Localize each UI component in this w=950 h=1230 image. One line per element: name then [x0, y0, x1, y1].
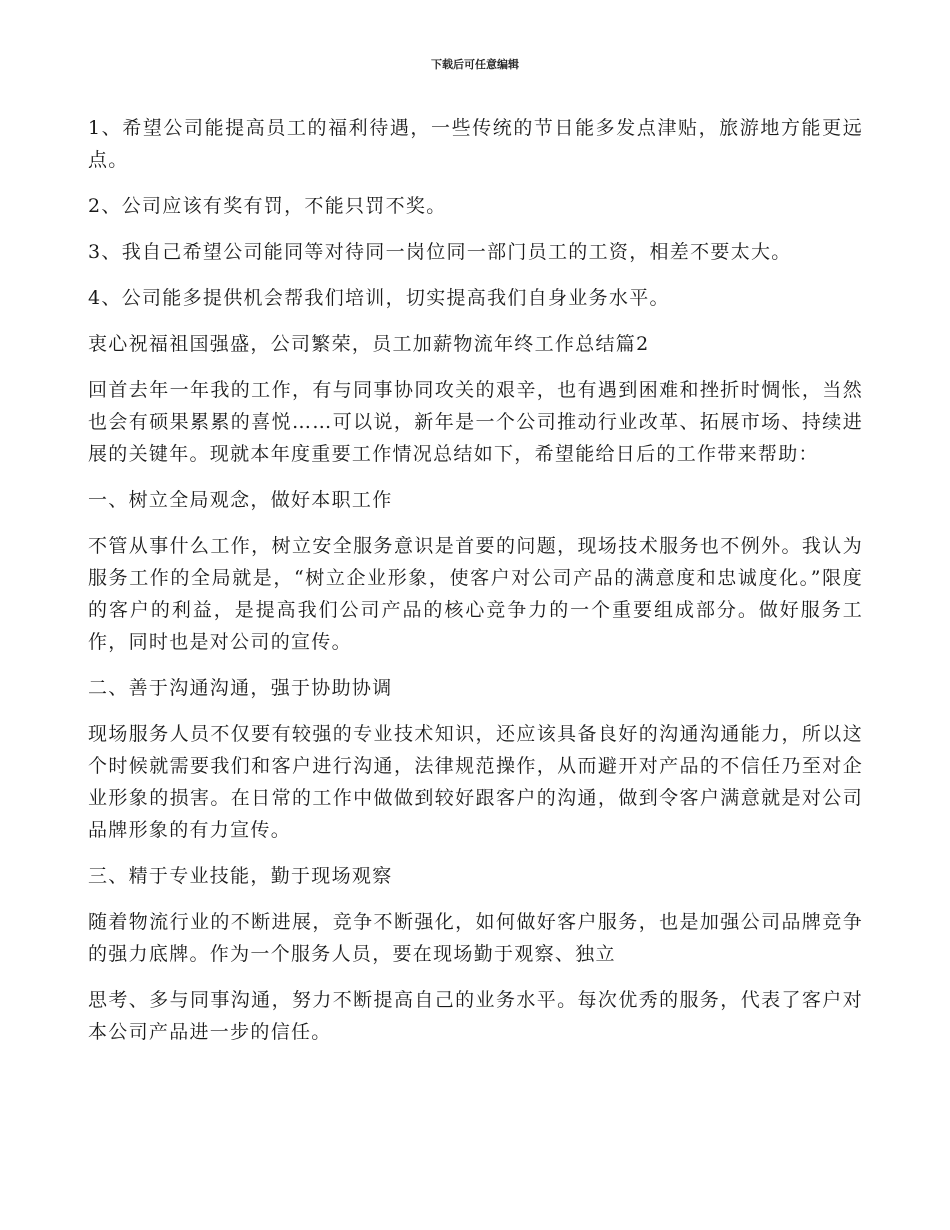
paragraph-suggestion-2: 2、公司应该有奖有罚，不能只罚不奖。: [88, 195, 447, 217]
paragraph-body-2: 现场服务人员不仅要有较强的专业技术知识，还应该具备良好的沟通沟通能力，所以这个时候就需要我们和客户进行沟通，法律规范操作，从而避开对产品的不信任乃至对企业形象的损害。在日常的工作中做做到较好跟客户的沟通，做到令客户满意就是对公司品牌形象的有力宣传。: [88, 723, 863, 841]
paragraph-body-3b: 思考、多与同事沟通，努力不断提高自己的业务水平。每次优秀的服务，代表了客户对本公司产品进一步的信任。: [88, 989, 863, 1043]
paragraph-suggestion-4: 4、公司能多提供机会帮我们培训，切实提高我们自身业务水平。: [88, 287, 670, 309]
section-title: 衷心祝福祖国强盛，公司繁荣，员工加薪物流年终工作总结篇2: [88, 333, 650, 355]
heading-1: 一、树立全局观念，做好本职工作: [88, 489, 393, 511]
paragraph-suggestion-1: 1、希望公司能提高员工的福利待遇，一些传统的节日能多发点津贴，旅游地方能更远点。: [88, 117, 863, 171]
paragraph-body-3a: 随着物流行业的不断进展，竞争不断强化，如何做好客户服务，也是加强公司品牌竞争的强力底牌。作为一个服务人员，要在现场勤于观察、独立: [88, 911, 863, 965]
page-header: 下载后可任意编辑: [431, 58, 519, 71]
heading-2: 二、善于沟通沟通，强于协助协调: [88, 677, 393, 699]
paragraph-body-1: 不管从事什么工作，树立安全服务意识是首要的问题，现场技术服务也不例外。我认为服务工作的全局就是，“树立企业形象，使客户对公司产品的满意度和忠诚度化。”限度的客户的利益，是提高我们公司产品的核心竞争力的一个重要组成部分。做好服务工作，同时也是对公司的宣传。: [88, 535, 863, 653]
paragraph-intro: 回首去年一年我的工作，有与同事协同攻关的艰辛，也有遇到困难和挫折时惆怅，当然也会有硕果累累的喜悦……可以说，新年是一个公司推动行业改革、拓展市场、持续进展的关键年。现就本年度重要工作情况总结如下，希望能给日后的工作带来帮助：: [88, 379, 863, 465]
heading-3: 三、精于专业技能，勤于现场观察: [88, 865, 393, 887]
document-body: [88, 112, 863, 1062]
paragraph-suggestion-3: 3、我自己希望公司能同等对待同一岗位同一部门员工的工资，相差不要太大。: [88, 241, 792, 263]
